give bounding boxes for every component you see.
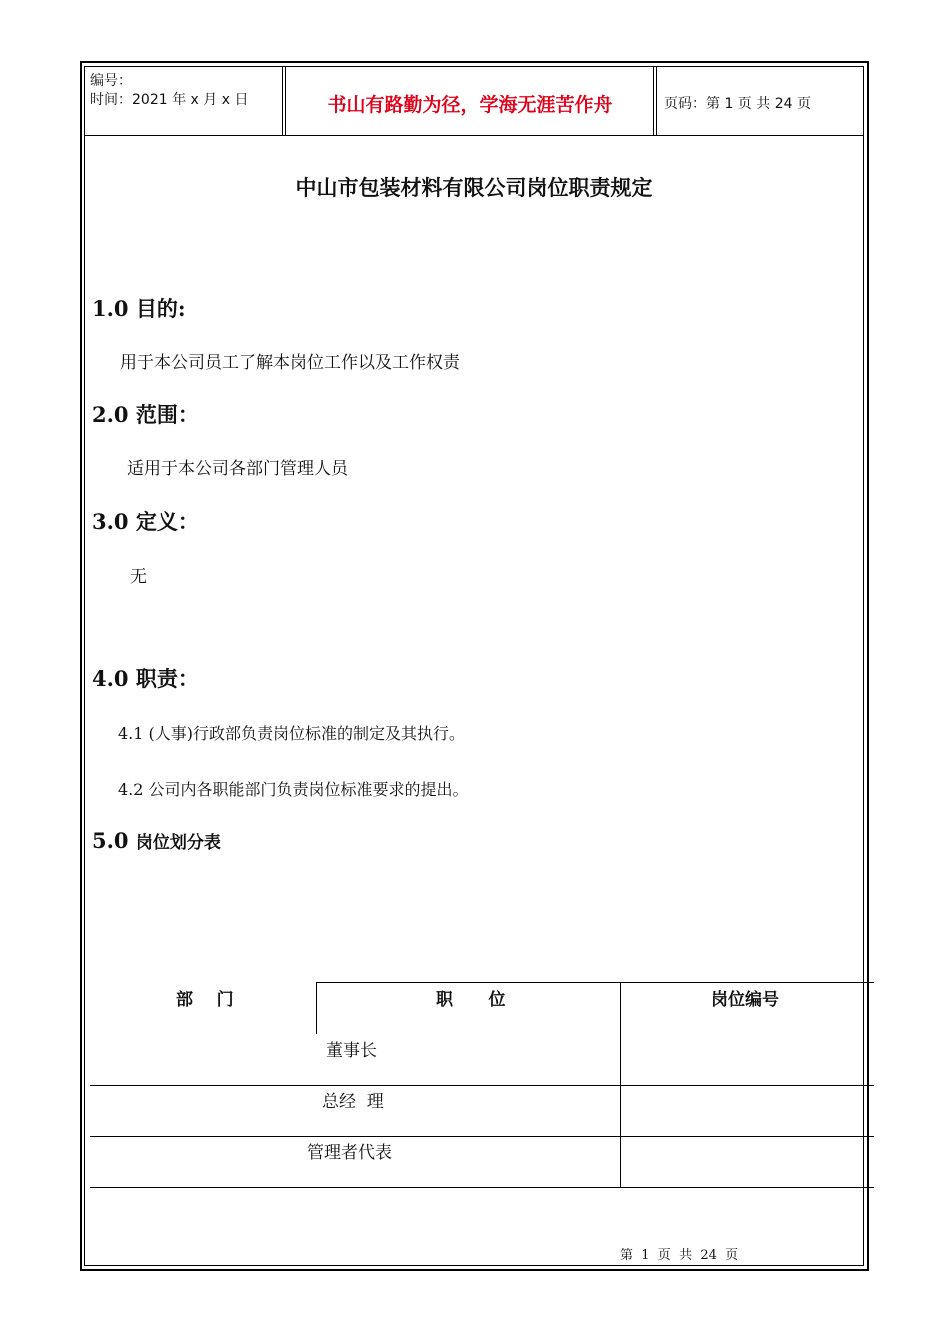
section-heading-positions-num: 5.0	[92, 828, 136, 853]
motto-banner: 书山有路勤为径，学海无涯苦作舟	[327, 94, 613, 116]
page-footer: 第 1 页 共 24 页	[620, 1248, 739, 1263]
document-title: 中山市包装材料有限公司岗位职责规定	[295, 176, 653, 200]
table-top-border	[316, 982, 874, 983]
table-row-position: 总经 理	[322, 1092, 384, 1112]
table-row-position: 管理者代表	[307, 1143, 392, 1163]
page-border-inner	[84, 66, 864, 1266]
table-row-position: 董事长	[326, 1041, 377, 1061]
section-heading-positions-text: 岗位划分表	[135, 833, 221, 853]
table-row-divider-1	[90, 1085, 874, 1086]
responsibility-item-2: 4.2 公司内各职能部门负责岗位标准要求的提出。	[118, 780, 469, 799]
section-text-definition: 无	[130, 567, 147, 587]
doc-number-label: 编号：	[90, 73, 132, 89]
section-heading-responsibility: 4.0 职责：	[92, 666, 199, 691]
header-divider-right2	[656, 66, 657, 136]
table-row-divider-2	[90, 1136, 874, 1137]
responsibility-item-1: 4.1 (人事)行政部负责岗位标准的制定及其执行。	[118, 724, 466, 743]
doc-date: 时间：2021 年 x 月 x 日	[90, 92, 249, 108]
table-row-divider-3	[90, 1187, 874, 1188]
section-text-purpose: 用于本公司员工了解本岗位工作以及工作权责	[120, 353, 460, 373]
section-heading-scope: 2.0 范围：	[92, 402, 199, 427]
table-header-position: 职 位	[436, 990, 506, 1010]
section-text-scope: 适用于本公司各部门管理人员	[127, 459, 348, 479]
section-heading-positions	[92, 828, 221, 856]
page-info: 页码：第 1 页 共 24 页	[664, 96, 811, 112]
header-divider-bottom	[84, 135, 864, 136]
table-col-divider-1	[316, 982, 317, 1034]
section-heading-purpose: 1.0 目的:	[92, 296, 186, 321]
section-heading-definition: 3.0 定义：	[92, 509, 199, 534]
header-divider-left	[282, 66, 283, 136]
table-header-department: 部 门	[176, 990, 234, 1010]
table-header-code: 岗位编号	[711, 990, 779, 1010]
